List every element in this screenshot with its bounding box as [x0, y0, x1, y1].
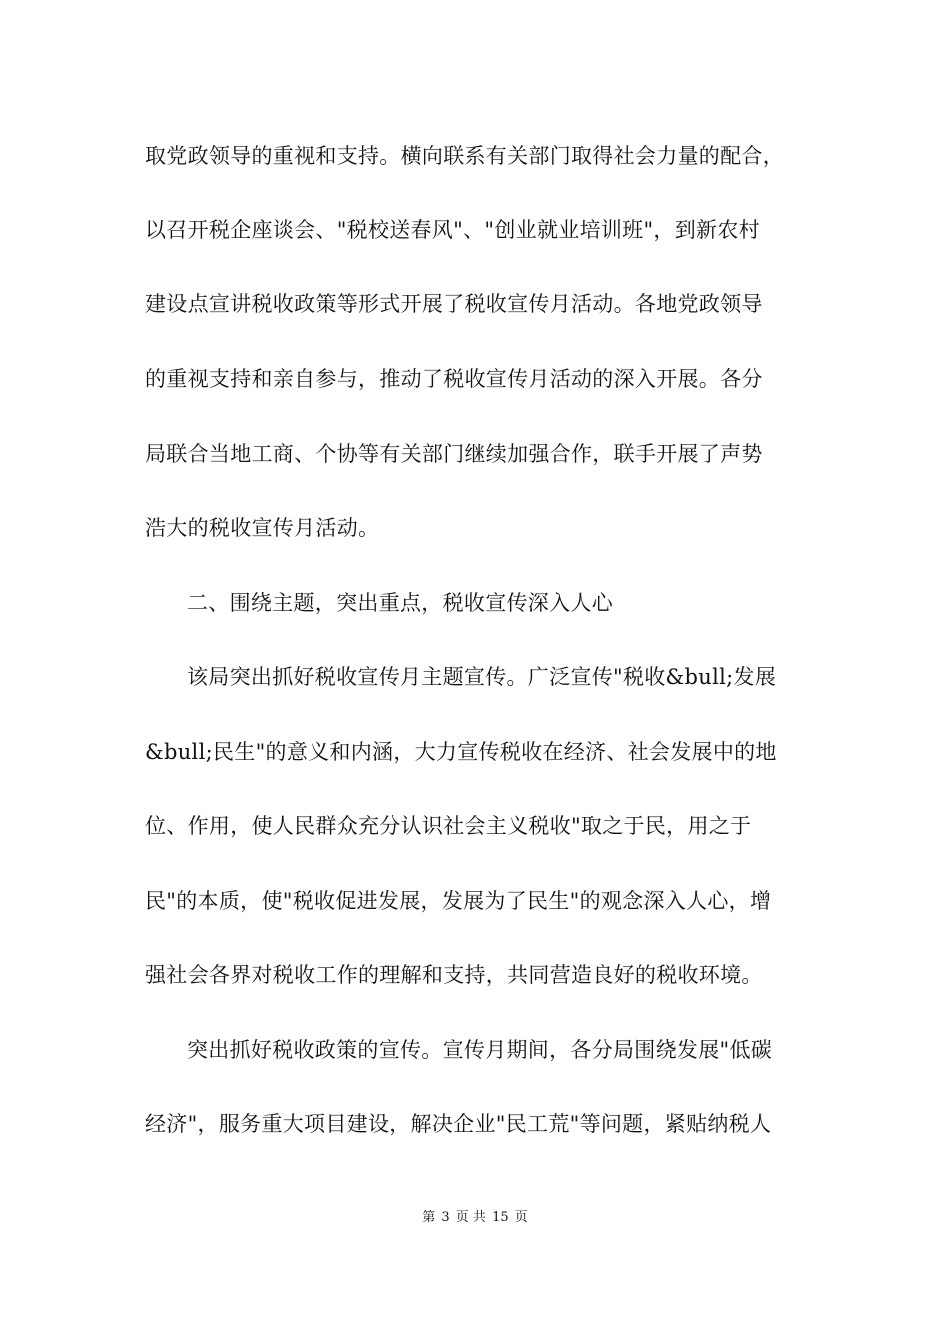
body-text-line: 局联合当地工商、个协等有关部门继续加强合作，联手开展了声势 — [145, 442, 763, 466]
body-text-line: 以召开税企座谈会、"税校送春风"、"创业就业培训班"，到新农村 — [145, 218, 760, 242]
body-text-line: 强社会各界对税收工作的理解和支持，共同营造良好的税收环境。 — [145, 963, 763, 987]
footer-prefix: 第 — [422, 1210, 436, 1225]
body-text-line: 经济"，服务重大项目建设，解决企业"民工荒"等问题，紧贴纳税人 — [145, 1112, 772, 1136]
page-footer — [0, 1208, 950, 1228]
footer-current-page: 3 — [441, 1210, 450, 1225]
body-text-line: 取党政领导的重视和支持。横向联系有关部门取得社会力量的配合， — [145, 144, 784, 168]
footer-suffix: 页 — [514, 1210, 528, 1225]
footer-total-pages: 15 — [492, 1210, 509, 1225]
body-text-line: 建设点宣讲税收政策等形式开展了税收宣传月活动。各地党政领导 — [145, 292, 763, 316]
body-text-line: 浩大的税收宣传月活动。 — [145, 516, 380, 540]
body-text-line: 该局突出抓好税收宣传月主题宣传。广泛宣传"税收&bull;发展 — [187, 665, 777, 689]
body-text-line: 民"的本质，使"税收促进发展，发展为了民生"的观念深入人心，增 — [145, 889, 772, 913]
section-heading: 二、围绕主题，突出重点，税收宣传深入人心 — [187, 591, 613, 615]
body-text-line: &bull;民生"的意义和内涵，大力宣传税收在经济、社会发展中的地 — [145, 740, 777, 764]
body-text-line: 位、作用，使人民群众充分认识社会主义税收"取之于民，用之于 — [145, 814, 752, 838]
body-text-line: 突出抓好税收政策的宣传。宣传月期间，各分局围绕发展"低碳 — [187, 1038, 773, 1062]
footer-middle: 页 共 — [455, 1210, 486, 1225]
body-text-line: 的重视支持和亲自参与，推动了税收宣传月活动的深入开展。各分 — [145, 367, 763, 391]
